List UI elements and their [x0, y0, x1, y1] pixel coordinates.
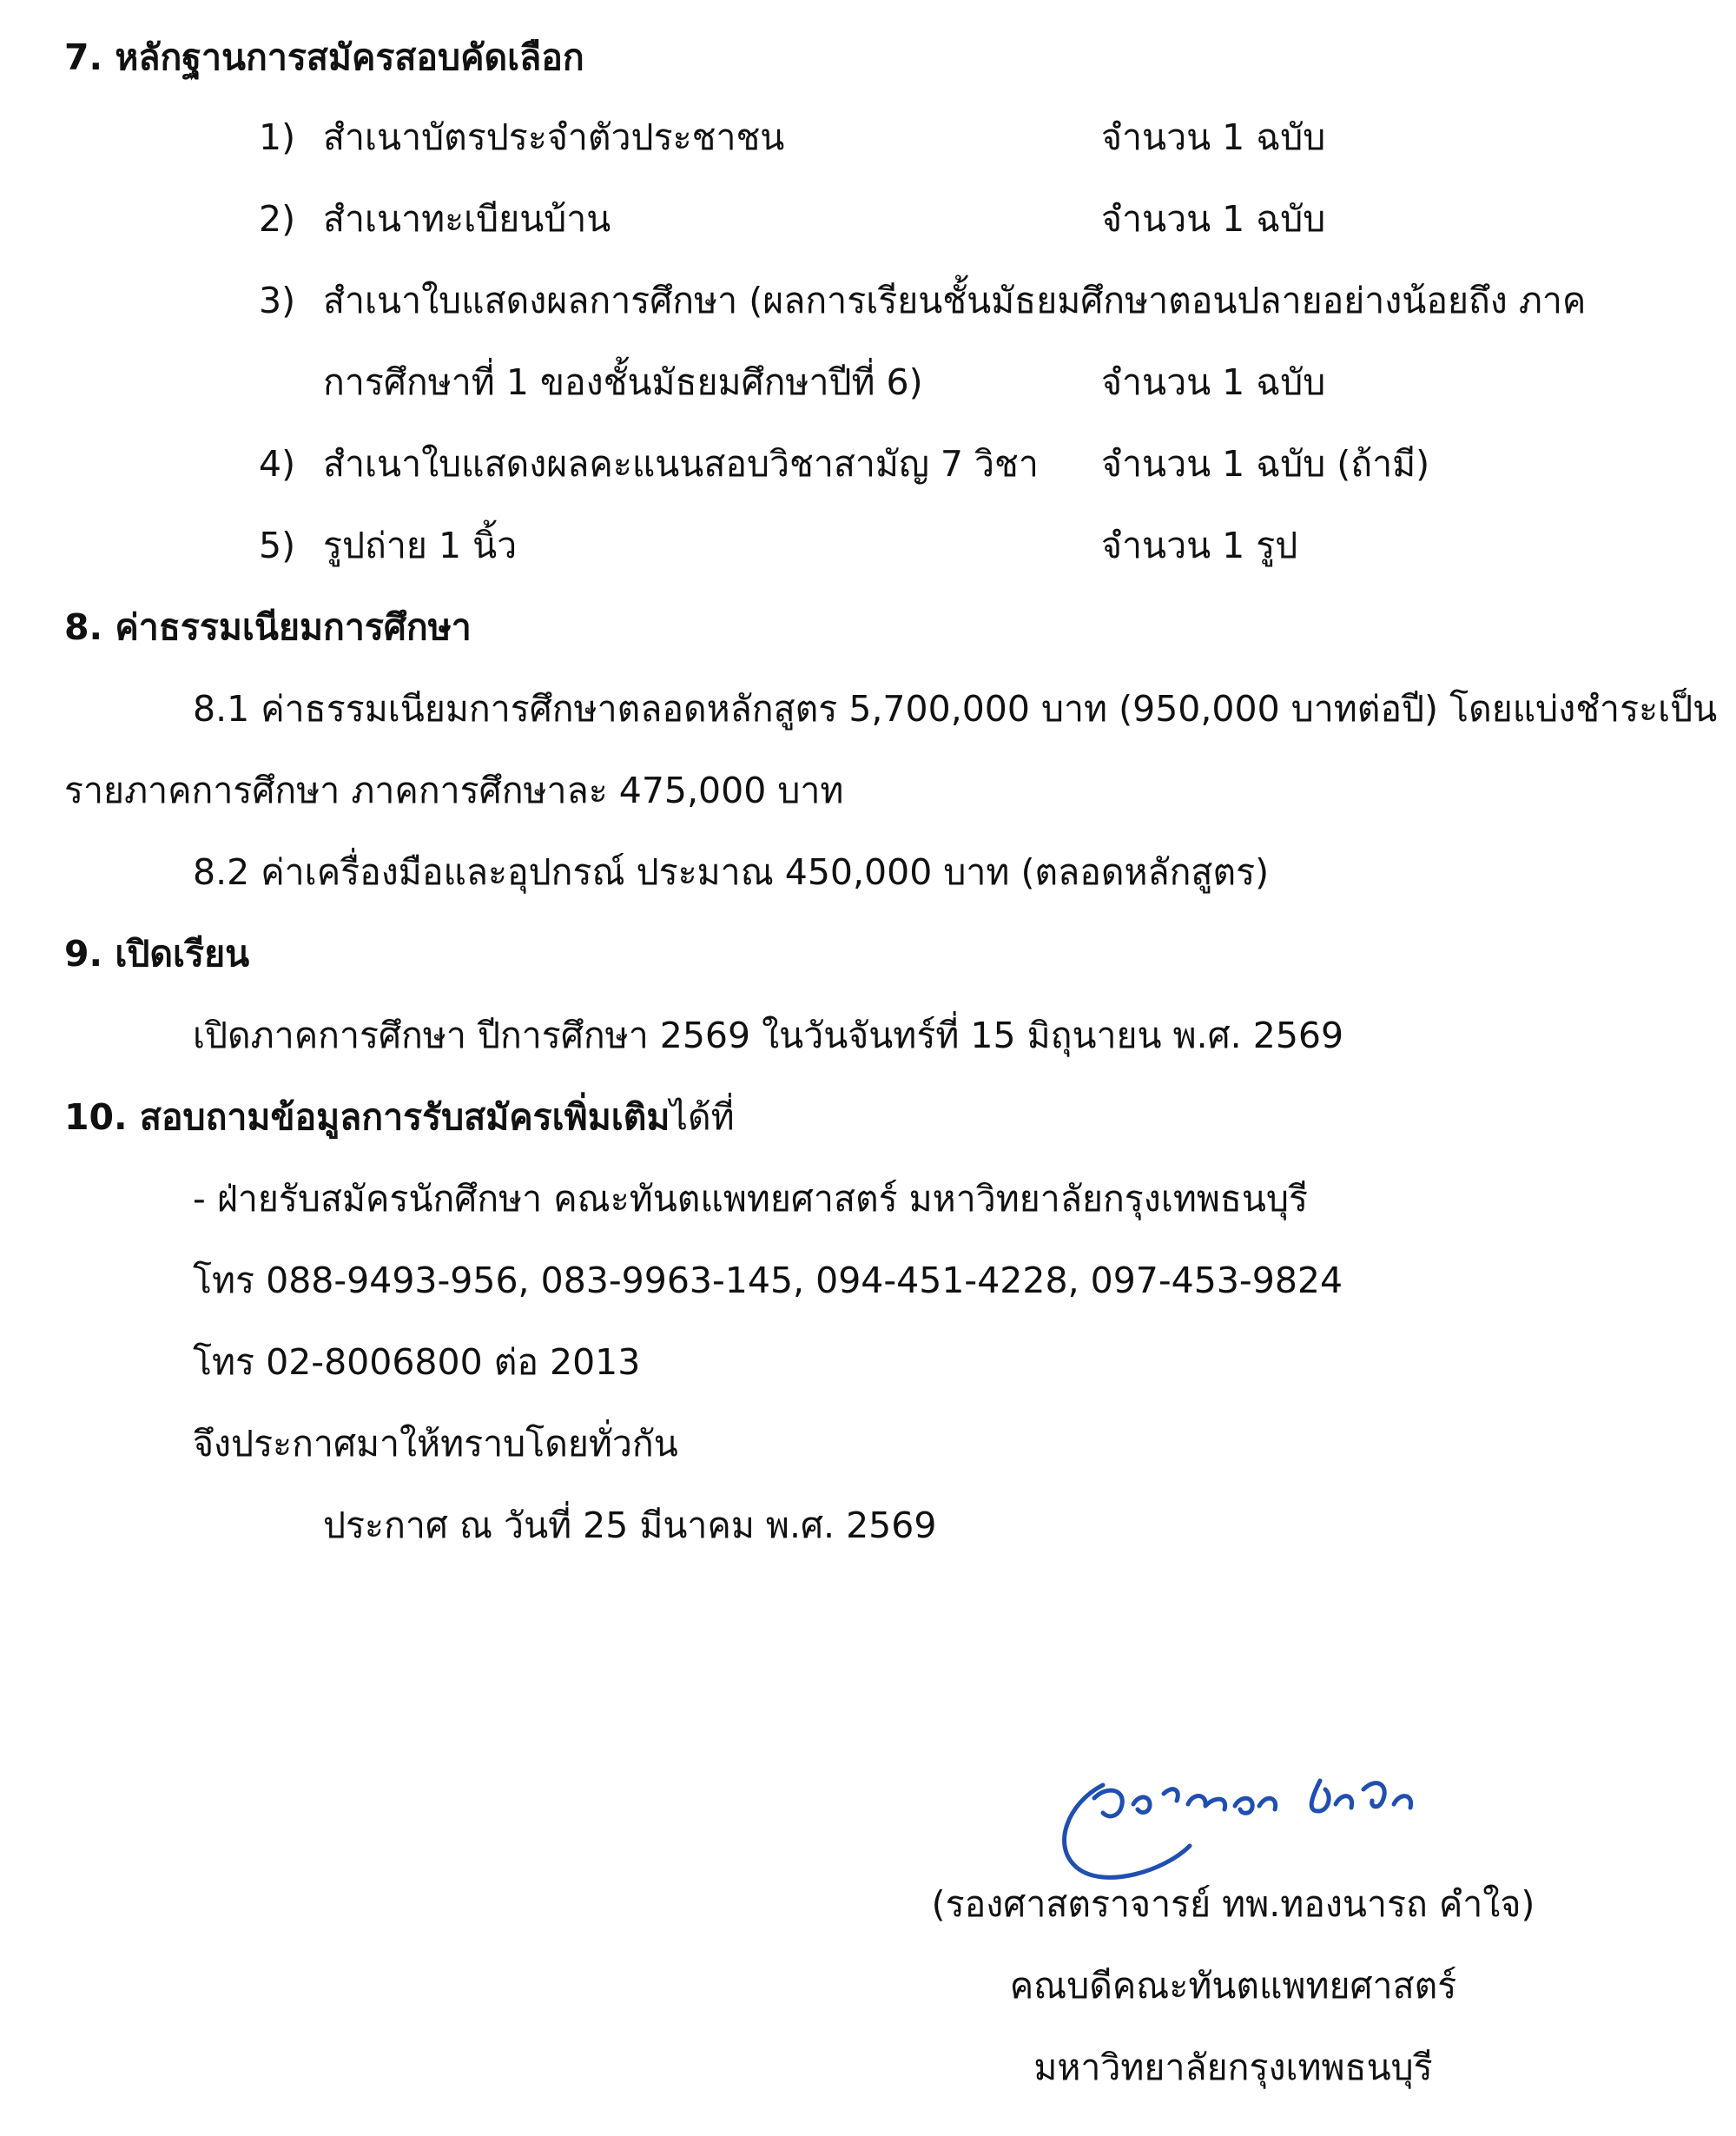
section-10-heading — [64, 1091, 735, 1143]
list-item-number: 1) — [259, 116, 296, 158]
equipment-fee: 8.2 ค่าเครื่องมือและอุปกรณ์ ประมาณ 450,000 บาท (ตลอดหลักสูตร) — [193, 851, 1270, 893]
section-10-heading-bold: 10. สอบถามข้อมูลการรับสมัครเพิ่มเติม — [64, 1096, 670, 1138]
list-item-text: สำเนาใบแสดงผลคะแนนสอบวิชาสามัญ 7 วิชา — [323, 443, 1039, 485]
list-item-number: 4) — [259, 443, 296, 485]
signatory-name: (รองศาสตราจารย์ ทพ.ทองนารถ คำใจ) — [931, 1883, 1535, 1925]
list-item-quantity: จำนวน 1 รูป — [1101, 525, 1298, 566]
list-item-text: สำเนาบัตรประจำตัวประชาชน — [323, 116, 785, 158]
contact-office: - ฝ่ายรับสมัครนักศึกษา คณะทันตแพทยศาสตร์ มหาวิทยาลัยกรุงเทพธนบุรี — [193, 1178, 1308, 1220]
section-10-heading-rest: ได้ที่ — [670, 1096, 735, 1138]
signatory-organization: มหาวิทยาลัยกรุงเทพธนบุรี — [1033, 2047, 1433, 2088]
list-item-quantity: จำนวน 1 ฉบับ — [1101, 116, 1326, 158]
section-9-heading: 9. เปิดเรียน — [64, 933, 250, 975]
section-7-heading: 7. หลักฐานการสมัครสอบคัดเลือก — [64, 36, 584, 78]
list-item-quantity: จำนวน 1 ฉบับ (ถ้ามี) — [1101, 443, 1430, 485]
fee-paragraph-continued: รายภาคการศึกษา ภาคการศึกษาละ 475,000 บาท — [64, 770, 844, 811]
list-item-text: สำเนาใบแสดงผลการศึกษา (ผลการเรียนชั้นมัธยมศึกษาตอนปลายอย่างน้อยถึง ภาค — [323, 280, 1587, 321]
list-item-quantity: จำนวน 1 ฉบับ — [1101, 361, 1326, 403]
handwritten-signature — [1042, 1750, 1459, 1898]
list-item-text-continued: การศึกษาที่ 1 ของชั้นมัธยมศึกษาปีที่ 6) — [323, 361, 923, 403]
list-item-number: 2) — [259, 198, 296, 240]
list-item-text: สำเนาทะเบียนบ้าน — [323, 198, 611, 240]
section-8-heading: 8. ค่าธรรมเนียมการศึกษา — [64, 606, 472, 648]
announcement-date: ประกาศ ณ วันที่ 25 มีนาคม พ.ศ. 2569 — [323, 1504, 937, 1546]
list-item-quantity: จำนวน 1 ฉบับ — [1101, 198, 1326, 240]
contact-phones: โทร 088-9493-956, 083-9963-145, 094-451-4228, 097-453-9824 — [193, 1260, 1343, 1301]
fee-paragraph: 8.1 ค่าธรรมเนียมการศึกษาตลอดหลักสูตร 5,700,000 บาท (950,000 บาทต่อปี) โดยแบ่งชำระเป็น — [193, 688, 1718, 730]
contact-phone-extension: โทร 02-8006800 ต่อ 2013 — [193, 1341, 641, 1383]
list-item-number: 5) — [259, 525, 296, 566]
closing-statement: จึงประกาศมาให้ทราบโดยทั่วกัน — [193, 1423, 678, 1465]
list-item-number: 3) — [259, 280, 296, 321]
list-item-text: รูปถ่าย 1 นิ้ว — [323, 525, 518, 566]
term-start: เปิดภาคการศึกษา ปีการศึกษา 2569 ในวันจันทร์ที่ 15 มิถุนายน พ.ศ. 2569 — [193, 1015, 1344, 1056]
signatory-position: คณบดีคณะทันตแพทยศาสตร์ — [1009, 1965, 1457, 2007]
